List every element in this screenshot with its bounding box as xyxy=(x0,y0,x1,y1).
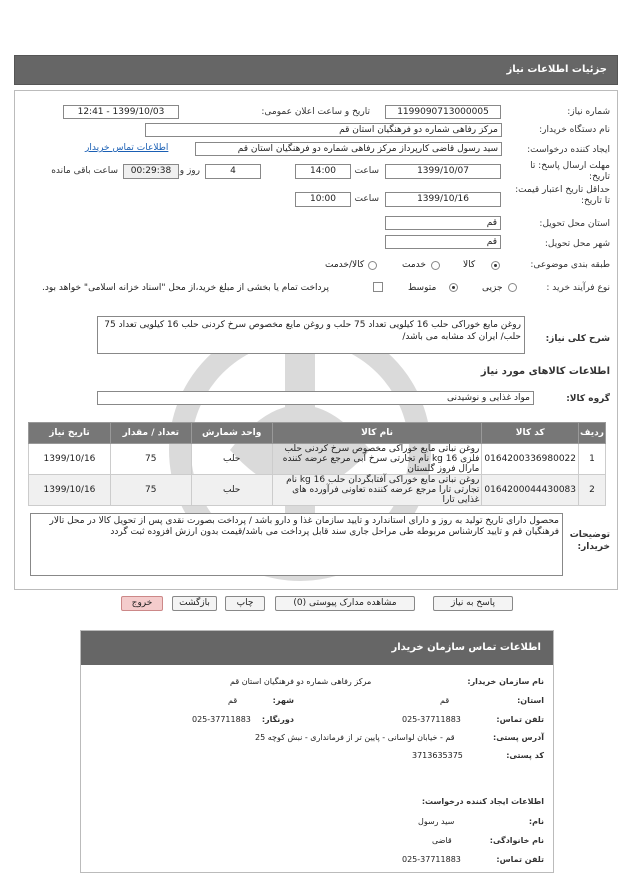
cell-qty: 75 xyxy=(110,444,191,475)
reply-button[interactable]: پاسخ به نیاز xyxy=(433,596,513,611)
th-code: کد کالا xyxy=(482,423,579,444)
th-date: تاریخ نیاز xyxy=(29,423,111,444)
contact-fax-label: دورنگار: xyxy=(261,715,294,724)
page-header: جزئیات اطلاعات نیاز xyxy=(14,55,618,85)
category-radio-goods-service[interactable] xyxy=(368,261,377,270)
price-valid-time-field: 10:00 xyxy=(295,192,351,207)
cell-code: 0164200044430083 xyxy=(482,475,579,506)
cell-row: 2 xyxy=(579,475,606,506)
contact-postal-label: کد پستی: xyxy=(506,751,544,760)
summary-label: شرح کلی نیاز: xyxy=(545,334,610,344)
province-label: استان محل تحویل: xyxy=(539,219,610,229)
buyer-org-label: نام دستگاه خریدار: xyxy=(539,125,610,135)
cell-date: 1399/10/16 xyxy=(29,444,111,475)
goods-group-label: گروه کالا: xyxy=(566,394,610,404)
contact-panel-title: اطلاعات تماس سازمان خریدار xyxy=(81,631,553,665)
contact-fax: 025-37711883 xyxy=(192,715,251,724)
creator-phone: 025-37711883 xyxy=(402,855,461,864)
cell-unit: حلب xyxy=(191,444,272,475)
creator-field: سید رسول قاضی کارپرداز مرکز رفاهی شماره دو فرهنگیان استان قم xyxy=(195,142,502,156)
creator-family-label: نام خانوادگی: xyxy=(489,836,544,845)
contact-address: قم - خیابان لواسانی - پایین تر از فرمانداری - نبش کوچه 25 xyxy=(255,733,455,742)
contact-address-label: آدرس پستی: xyxy=(493,733,544,742)
category-goods-service-label: کالا/خدمت xyxy=(325,260,365,270)
price-valid-time-label: ساعت xyxy=(354,194,379,204)
buyer-notes-label: توضیحات خریدار: xyxy=(569,530,610,552)
contact-city-label: شهر: xyxy=(272,696,294,705)
goods-info-title: اطلاعات کالاهای مورد نیاز xyxy=(480,366,610,377)
contact-panel xyxy=(80,630,554,873)
cell-code: 0164200336980022 xyxy=(482,444,579,475)
table-row xyxy=(29,444,606,475)
table-row xyxy=(29,475,606,506)
buyer-org-field: مرکز رفاهی شماره دو فرهنگیان استان قم xyxy=(145,123,502,137)
creator-label: ایجاد کننده درخواست: xyxy=(527,145,610,155)
creator-family: قاضی xyxy=(432,836,452,845)
contact-org: مرکز رفاهی شماره دو فرهنگیان استان قم xyxy=(230,677,372,686)
th-unit: واحد شمارش xyxy=(191,423,272,444)
buyer-contact-link[interactable]: اطلاعات تماس خریدار xyxy=(85,143,169,153)
cell-unit: حلب xyxy=(191,475,272,506)
payment-note: پرداخت تمام یا بخشی از مبلغ خرید،از محل "اسناد خزانه اسلامی" خواهد بود. xyxy=(42,283,330,293)
contact-province: قم xyxy=(440,696,450,705)
th-row: ردیف xyxy=(579,423,606,444)
creator-phone-label: تلفن تماس: xyxy=(496,855,544,864)
province-field: قم xyxy=(385,216,501,230)
city-label: شهر محل تحویل: xyxy=(544,239,610,249)
remaining-time-field: 00:29:38 xyxy=(123,164,179,179)
contact-phone: 025-37711883 xyxy=(402,715,461,724)
cell-date: 1399/10/16 xyxy=(29,475,111,506)
days-label: روز و xyxy=(179,166,200,176)
goods-group-field: مواد غذایی و نوشیدنی xyxy=(97,391,534,405)
deadline-time-label: ساعت xyxy=(354,166,379,176)
announce-label: تاریخ و ساعت اعلان عمومی: xyxy=(261,107,370,117)
buyer-notes-textarea: محصول دارای تاریخ تولید به روز و دارای استاندارد و تایید سازمان غذا و دارو باشد / پرداخت بصورت نقدی پس از تحویل کالا در محل تالار فرهنگیان قم و تایید کارشناس مربوطه طی مراحل جاری سند قابل پرداخت می باشد/قیمت بدون ارزش افزوده ثبت گردد xyxy=(30,513,563,576)
category-radio-service[interactable] xyxy=(431,261,440,270)
cell-name: روغن نباتی مایع خوراکی مخصوص سرخ کردنی حلب فلزی 16 kg نام تجارتی سرخ آبی مرجع عرضه کننده مارال فروز گلستان xyxy=(272,444,482,475)
items-table xyxy=(28,422,606,506)
deadline-label: مهلت ارسال پاسخ: تا تاریخ: xyxy=(530,161,610,182)
category-radio-goods[interactable] xyxy=(491,261,500,270)
cell-row: 1 xyxy=(579,444,606,475)
price-valid-date-field: 1399/10/16 xyxy=(385,192,501,207)
city-field: قم xyxy=(385,235,501,249)
category-service-label: خدمت xyxy=(402,260,426,270)
process-minor-label: جزیی xyxy=(482,283,503,293)
process-label: نوع فرآیند خرید : xyxy=(546,283,610,293)
category-label: طبقه بندی موضوعی: xyxy=(530,260,610,270)
contact-postal: 3713635375 xyxy=(412,751,463,760)
creator-name-label: نام: xyxy=(528,817,544,826)
need-number-field: 1199090713000005 xyxy=(385,105,501,119)
cell-name: روغن نباتی مایع خوراکی آفتابگردان حلب 16 kg نام تجارتی تارا مرجع عرضه کننده تعاونی فرآورده های غذایی تارا xyxy=(272,475,482,506)
th-qty: تعداد / مقدار xyxy=(110,423,191,444)
th-name: نام کالا xyxy=(272,423,482,444)
treasury-bond-checkbox[interactable] xyxy=(373,282,383,292)
price-valid-label: حداقل تاریخ اعتبار قیمت: تا تاریخ: xyxy=(515,185,610,206)
print-button[interactable]: چاپ xyxy=(225,596,265,611)
days-field: 4 xyxy=(205,164,261,179)
deadline-date-field: 1399/10/07 xyxy=(385,164,501,179)
creator-name: سید رسول xyxy=(418,817,455,826)
remaining-label: ساعت باقی مانده xyxy=(51,166,118,176)
summary-textarea: روغن مایع خوراکی حلب 16 کیلویی تعداد 75 حلب و روغن مایع مخصوص سرخ کردنی حلب 16 کیلویی تعداد 75 حلب/ ایران کد مشابه می باشد/ xyxy=(97,316,525,354)
back-button[interactable]: بازگشت xyxy=(172,596,217,611)
creator-info-title: اطلاعات ایجاد کننده درخواست: xyxy=(421,797,544,806)
category-goods-label: کالا xyxy=(463,260,476,270)
contact-city: قم xyxy=(228,696,238,705)
view-docs-button[interactable]: مشاهده مدارک پیوستی (0) xyxy=(275,596,415,611)
process-medium-label: متوسط xyxy=(408,283,437,293)
contact-province-label: استان: xyxy=(517,696,544,705)
contact-phone-label: تلفن تماس: xyxy=(496,715,544,724)
need-number-label: شماره نیاز: xyxy=(567,107,610,117)
announce-field: 1399/10/03 - 12:41 xyxy=(63,105,179,119)
process-radio-minor[interactable] xyxy=(508,283,517,292)
contact-org-label: نام سازمان خریدار: xyxy=(467,677,544,686)
cell-qty: 75 xyxy=(110,475,191,506)
deadline-time-field: 14:00 xyxy=(295,164,351,179)
exit-button[interactable]: خروج xyxy=(121,596,163,611)
process-radio-medium[interactable] xyxy=(449,283,458,292)
